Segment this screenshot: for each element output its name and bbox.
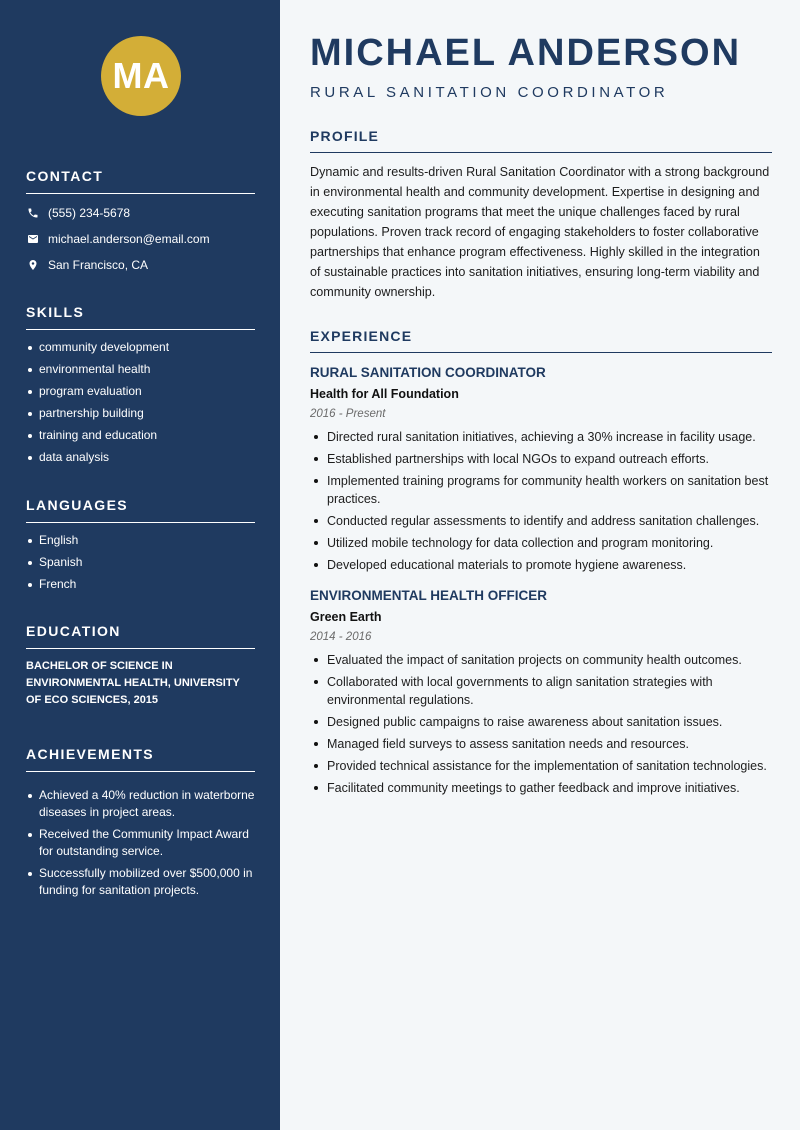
profile-section [310, 128, 772, 302]
languages-list [26, 532, 255, 593]
list-item: program evaluation [26, 383, 255, 400]
job-bullets [310, 428, 772, 574]
achievements-list [26, 787, 255, 899]
contact-phone [26, 200, 255, 226]
list-item: English [26, 532, 255, 549]
job-role-subtitle: RURAL SANITATION COORDINATOR [310, 84, 669, 101]
experience-section [310, 328, 772, 801]
job-entry [310, 588, 772, 797]
profile-text: Dynamic and results-driven Rural Sanitation Coordinator with a strong background in environmental health and community development. Expertise in designing and executing sanitation programs that meet the unique challenges faced by rural populations. Proven track record of engaging stakeholders to foster collaborative partnerships that enhance program effectiveness. Highly skilled in the integration of sustainable practices into sanitation initiatives, ensuring long-term viability and community ownership. [310, 165, 770, 299]
list-item: Implemented training programs for community health workers on sanitation best practices. [310, 472, 772, 508]
achievements-heading: ACHIEVEMENTS [26, 746, 255, 772]
languages-section [26, 497, 255, 598]
contact-heading: CONTACT [26, 168, 255, 194]
list-item: Received the Community Impact Award for outstanding service. [26, 826, 255, 860]
contact-section [26, 168, 255, 278]
job-title: ENVIRONMENTAL HEALTH OFFICER [310, 588, 547, 603]
list-item: Utilized mobile technology for data collection and program monitoring. [310, 534, 772, 552]
avatar: MA [101, 36, 181, 116]
list-item: Successfully mobilized over $500,000 in funding for sanitation projects. [26, 865, 255, 899]
skills-section [26, 304, 255, 471]
experience-heading: EXPERIENCE [310, 328, 772, 353]
list-item: Developed educational materials to promote hygiene awareness. [310, 556, 772, 574]
job-company: Green Earth [310, 610, 382, 624]
list-item: community development [26, 339, 255, 356]
list-item: Conducted regular assessments to identify and address sanitation challenges. [310, 512, 772, 530]
list-item: partnership building [26, 405, 255, 422]
list-item: environmental health [26, 361, 255, 378]
education-section [26, 623, 255, 709]
contact-location [26, 252, 255, 278]
email-text: michael.anderson@email.com [48, 232, 210, 246]
job-title: RURAL SANITATION COORDINATOR [310, 365, 546, 380]
list-item: French [26, 576, 255, 593]
job-dates: 2014 - 2016 [310, 631, 372, 643]
achievements-section [26, 746, 255, 904]
list-item: Evaluated the impact of sanitation projects on community health outcomes. [310, 651, 772, 669]
list-item: Collaborated with local governments to align sanitation strategies with environmental regulations. [310, 673, 772, 709]
job-entry [310, 365, 772, 574]
profile-heading: PROFILE [310, 128, 772, 153]
education-degree: BACHELOR OF SCIENCE IN ENVIRONMENTAL HEALTH, UNIVERSITY OF ECO SCIENCES, 2015 [26, 660, 240, 706]
list-item: Established partnerships with local NGOs to expand outreach efforts. [310, 450, 772, 468]
list-item: Spanish [26, 554, 255, 571]
list-item: Provided technical assistance for the implementation of sanitation technologies. [310, 757, 772, 775]
email-icon [26, 232, 40, 246]
phone-text: (555) 234-5678 [48, 206, 131, 220]
job-company: Health for All Foundation [310, 387, 459, 401]
list-item: Facilitated community meetings to gather feedback and improve initiatives. [310, 779, 772, 797]
list-item: data analysis [26, 449, 255, 466]
skills-heading: SKILLS [26, 304, 255, 330]
contact-email [26, 226, 255, 252]
languages-heading: LANGUAGES [26, 497, 255, 523]
list-item: training and education [26, 427, 255, 444]
list-item: Directed rural sanitation initiatives, achieving a 30% increase in facility usage. [310, 428, 772, 446]
location-pin-icon [26, 258, 40, 272]
education-heading: EDUCATION [26, 623, 255, 649]
list-item: Managed field surveys to assess sanitation needs and resources. [310, 735, 772, 753]
location-text: San Francisco, CA [48, 258, 149, 272]
list-item: Achieved a 40% reduction in waterborne diseases in project areas. [26, 787, 255, 821]
job-bullets [310, 651, 772, 797]
sidebar [0, 0, 280, 1130]
phone-icon [26, 206, 40, 220]
job-dates: 2016 - Present [310, 408, 386, 420]
page-title: MICHAEL ANDERSON [310, 32, 742, 74]
skills-list [26, 339, 255, 466]
list-item: Designed public campaigns to raise awareness about sanitation issues. [310, 713, 772, 731]
